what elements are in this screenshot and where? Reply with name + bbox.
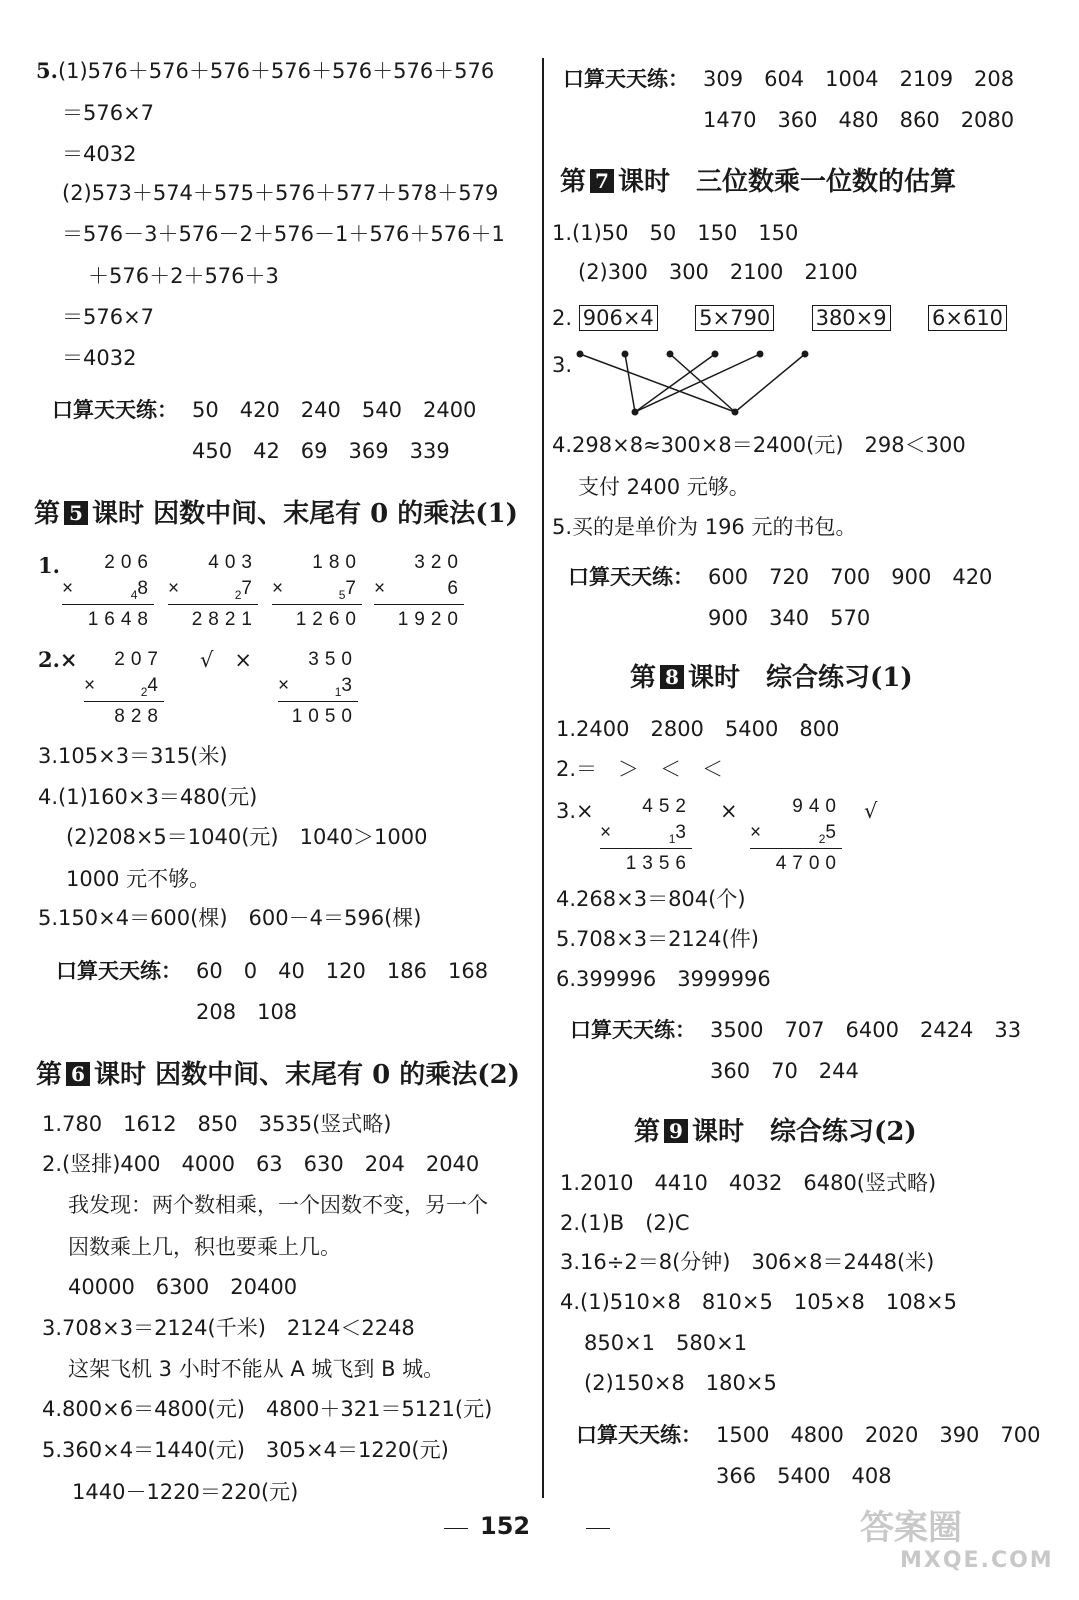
answer-line: (2)208×5＝1040(元) 1040＞1000 bbox=[66, 825, 428, 849]
kousuan-label: 口算天天练： bbox=[52, 398, 178, 422]
answer-line: 3.708×3＝2124(千米) 2124＜2248 bbox=[42, 1316, 415, 1340]
judgement-mark: × bbox=[720, 799, 738, 823]
column-divider bbox=[542, 58, 544, 1498]
answer-line: 5.708×3＝2124(件) bbox=[556, 927, 759, 951]
answer-line: 因数乘上几，积也要乘上几。 bbox=[68, 1235, 341, 1259]
answer-line: 4.268×3＝804(个) bbox=[556, 887, 746, 911]
lesson-number-badge: 9 bbox=[664, 1119, 688, 1143]
lesson-8-heading: 第 8 课时 综合练习(1) bbox=[630, 663, 913, 693]
kousuan-label: 口算天天练： bbox=[56, 959, 182, 983]
vertical-multiplication: 452 × $_1$3 1356 bbox=[600, 796, 692, 874]
kousuan-label: 口算天天练： bbox=[576, 1423, 702, 1447]
answer-line: 1.(1)50 50 150 150 bbox=[552, 221, 799, 245]
vertical-multiplication: 206 × $_4$8 1648 bbox=[62, 552, 154, 630]
footer-dash bbox=[586, 1528, 610, 1529]
lesson-number-badge: 6 bbox=[66, 1062, 90, 1086]
answer-line: 2.(竖排)400 4000 63 630 204 2040 bbox=[42, 1152, 480, 1176]
kousuan-row: 309 604 1004 2109 208 bbox=[703, 67, 1015, 91]
answer-line: 1.2010 4410 4032 6480(竖式略) bbox=[560, 1171, 937, 1195]
matching-diagram bbox=[570, 340, 820, 420]
watermark-url: MXQE.COM bbox=[900, 1548, 1054, 1573]
vertical-multiplication: 350 × $_1$3 1050 bbox=[278, 649, 358, 727]
item-number: 1. bbox=[38, 553, 60, 578]
answer-box: 6×610 bbox=[928, 305, 1007, 331]
kousuan-label: 口算天天练： bbox=[570, 1018, 696, 1042]
q5-line-3: ＝4032 bbox=[62, 142, 137, 166]
lesson-5-heading: 第 5 课时 因数中间、末尾有 0 的乘法(1) bbox=[34, 499, 518, 529]
footer-dash bbox=[444, 1528, 468, 1529]
lesson-6-heading: 第 6 课时 因数中间、末尾有 0 的乘法(2) bbox=[36, 1060, 520, 1090]
answer-line: 40000 6300 20400 bbox=[68, 1275, 298, 1299]
answer-box: 5×790 bbox=[695, 305, 774, 331]
answer-line: 4.(1)510×8 810×5 105×8 108×5 bbox=[560, 1290, 957, 1314]
answer-line: 这架飞机 3 小时不能从 A 城飞到 B 城。 bbox=[68, 1357, 445, 1381]
answer-line: 支付 2400 元够。 bbox=[578, 475, 750, 499]
kousuan-row: 3500 707 6400 2424 33 bbox=[710, 1018, 1022, 1042]
watermark: 答案圈 bbox=[860, 1508, 962, 1548]
kousuan-row: 1500 4800 2020 390 700 bbox=[716, 1423, 1041, 1447]
kousuan-row: 450 42 69 369 339 bbox=[192, 439, 450, 463]
vertical-multiplication: 180 × $_5$7 1260 bbox=[272, 552, 362, 630]
answer-line: 4.(1)160×3＝480(元) bbox=[38, 785, 258, 809]
q5-line-4: (2)573＋574＋575＋576＋577＋578＋579 bbox=[62, 181, 499, 205]
answer-line: 1440－1220＝220(元) bbox=[72, 1480, 299, 1504]
lesson-9-heading: 第 9 课时 综合练习(2) bbox=[634, 1117, 917, 1147]
answer-line: 2. 906×4 5×790 380×9 6×610 bbox=[552, 305, 1007, 331]
item-number: 2.× bbox=[38, 647, 78, 672]
vertical-multiplication: 207 × $_2$4 828 bbox=[84, 649, 164, 727]
kousuan-row: 600 720 700 900 420 bbox=[708, 565, 993, 589]
answer-line: 5.买的是单价为 196 元的书包。 bbox=[552, 515, 857, 539]
judgement-marks: √ × bbox=[200, 648, 252, 672]
kousuan-label: 口算天天练： bbox=[563, 67, 689, 91]
answer-line: 4.800×6＝4800(元) 4800＋321＝5121(元) bbox=[42, 1397, 493, 1421]
answer-line: 1000 元不够。 bbox=[66, 867, 211, 891]
answer-line: 2.＝ ＞ ＜ ＜ bbox=[556, 757, 724, 781]
lesson-number-badge: 8 bbox=[660, 665, 684, 689]
q5-line-2: ＝576×7 bbox=[62, 101, 155, 125]
answer-box: 906×4 bbox=[579, 305, 658, 331]
answer-line: 850×1 580×1 bbox=[584, 1331, 748, 1355]
answer-line: 2.(1)B (2)C bbox=[560, 1211, 690, 1235]
answer-line: 5.360×4＝1440(元) 305×4＝1220(元) bbox=[42, 1438, 449, 1462]
kousuan-row: 208 108 bbox=[196, 1000, 298, 1024]
judgement-mark: √ bbox=[864, 799, 878, 823]
q5-line-6: ＋576＋2＋576＋3 bbox=[88, 264, 279, 288]
vertical-multiplication: 320 × 6 1920 bbox=[374, 552, 464, 630]
answer-line: (2)150×8 180×5 bbox=[584, 1371, 777, 1395]
vertical-multiplication: 940 × $_2$5 4700 bbox=[750, 796, 842, 874]
kousuan-row: 50 420 240 540 2400 bbox=[192, 398, 477, 422]
answer-line: 1.780 1612 850 3535(竖式略) bbox=[42, 1112, 392, 1136]
lesson-number-badge: 5 bbox=[64, 501, 88, 525]
answer-line: 3.16÷2＝8(分钟) 306×8＝2448(米) bbox=[560, 1250, 935, 1274]
q5-line-5: ＝576－3＋576－2＋576－1＋576＋576＋1 bbox=[62, 222, 505, 246]
answer-line: 3.105×3＝315(米) bbox=[38, 744, 228, 768]
kousuan-row: 366 5400 408 bbox=[716, 1464, 892, 1488]
vertical-multiplication: 403 × $_2$7 2821 bbox=[168, 552, 258, 630]
kousuan-row: 1470 360 480 860 2080 bbox=[703, 108, 1015, 132]
answer-line: 6.399996 3999996 bbox=[556, 967, 771, 991]
item-number: 3.× bbox=[556, 799, 594, 823]
q5-line-1: 5.(1)576＋576＋576＋576＋576＋576＋576 bbox=[36, 58, 495, 83]
kousuan-row: 60 0 40 120 186 168 bbox=[196, 959, 489, 983]
answer-line: 5.150×4＝600(棵) 600－4＝596(棵) bbox=[38, 906, 422, 930]
answer-box: 380×9 bbox=[812, 305, 891, 331]
q5-line-8: ＝4032 bbox=[62, 346, 137, 370]
q5-line-7: ＝576×7 bbox=[62, 305, 155, 329]
kousuan-row: 360 70 244 bbox=[710, 1059, 859, 1083]
kousuan-label: 口算天天练： bbox=[568, 565, 694, 589]
answer-line: 4.298×8≈300×8＝2400(元) 298＜300 bbox=[552, 433, 966, 457]
lesson-number-badge: 7 bbox=[590, 169, 614, 193]
kousuan-row: 900 340 570 bbox=[708, 606, 871, 630]
answer-line: 1.2400 2800 5400 800 bbox=[556, 717, 840, 741]
item-number: 3. bbox=[552, 353, 573, 377]
lesson-7-heading: 第 7 课时 三位数乘一位数的估算 bbox=[560, 167, 957, 197]
answer-line: (2)300 300 2100 2100 bbox=[578, 260, 858, 284]
answer-line: 我发现：两个数相乘，一个因数不变，另一个 bbox=[68, 1193, 488, 1217]
page-number: 152 bbox=[480, 1512, 531, 1540]
